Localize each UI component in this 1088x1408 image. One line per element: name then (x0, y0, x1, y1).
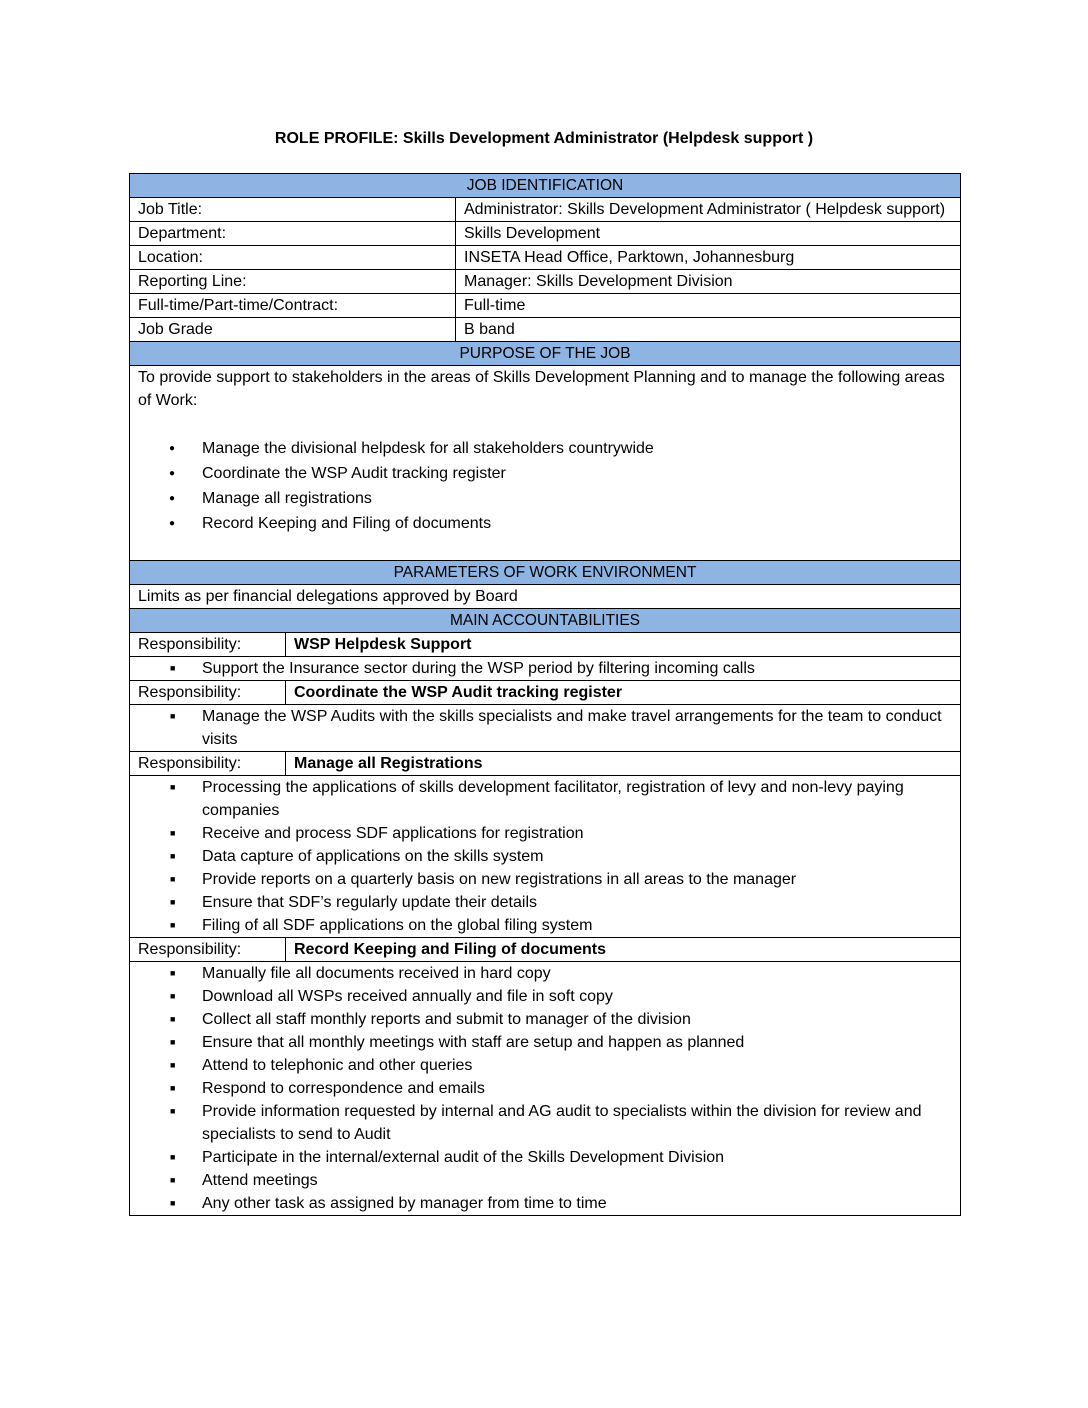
job-grade-value: B band (456, 318, 961, 342)
employment-type-row (130, 294, 961, 318)
responsibility-items-row (130, 962, 961, 1216)
job-grade-row (130, 318, 961, 342)
parameters-text: Limits as per financial delegations approved by Board (130, 585, 961, 609)
responsibility-title: WSP Helpdesk Support (286, 633, 961, 657)
employment-type-value: Full-time (456, 294, 961, 318)
location-label: Location: (130, 246, 456, 270)
list-item: ■ Attend to telephonic and other queries (138, 1054, 952, 1077)
responsibility-label: Responsibility: (130, 938, 286, 962)
department-value: Skills Development (456, 222, 961, 246)
reporting-line-label: Reporting Line: (130, 270, 456, 294)
list-item: ■ Filing of all SDF applications on the global filing system (138, 914, 952, 937)
list-item: ■ Ensure that SDF’s regularly update their details (138, 891, 952, 914)
section-header-row (130, 561, 961, 585)
parameters-header: PARAMETERS OF WORK ENVIRONMENT (130, 561, 961, 585)
parameters-row (130, 585, 961, 609)
list-item: ■ Data capture of applications on the skills system (138, 845, 952, 868)
page-title: ROLE PROFILE: Skills Development Administrator (Helpdesk support ) (274, 130, 814, 147)
list-item: ■ Participate in the internal/external audit of the Skills Development Division (138, 1146, 952, 1169)
list-item: ● Coordinate the WSP Audit tracking register (138, 461, 952, 486)
responsibility-items-row (130, 657, 961, 681)
employment-type-label: Full-time/Part-time/Contract: (130, 294, 456, 318)
list-item: ● Record Keeping and Filing of documents (138, 511, 952, 536)
responsibility-list (138, 962, 952, 1215)
responsibility-items-cell (130, 776, 961, 938)
responsibility-row (130, 752, 961, 776)
section-header-row (130, 174, 961, 198)
location-row (130, 246, 961, 270)
list-item: ■ Respond to correspondence and emails (138, 1077, 952, 1100)
job-grade-label: Job Grade (130, 318, 456, 342)
list-item: ■ Processing the applications of skills development facilitator, registration of levy and non-levy paying companies (138, 776, 952, 822)
list-item: ■ Provide reports on a quarterly basis on new registrations in all areas to the manager (138, 868, 952, 891)
job-title-row (130, 198, 961, 222)
reporting-line-row (130, 270, 961, 294)
list-item: ■ Provide information requested by internal and AG audit to specialists within the division for review and specialists to send to Audit (138, 1100, 952, 1146)
responsibility-list (138, 705, 952, 751)
responsibility-row (130, 938, 961, 962)
purpose-intro: To provide support to stakeholders in the areas of Skills Development Planning and to manage the following areas of Work: (138, 369, 945, 409)
section-header-row (130, 342, 961, 366)
job-identification-header: JOB IDENTIFICATION (130, 174, 961, 198)
responsibility-items-cell (130, 705, 961, 752)
responsibility-list (138, 776, 952, 937)
list-item: ● Manage the divisional helpdesk for all stakeholders countrywide (138, 436, 952, 461)
list-item: ■ Download all WSPs received annually and file in soft copy (138, 985, 952, 1008)
responsibility-label: Responsibility: (130, 681, 286, 705)
role-profile-table (129, 173, 961, 1216)
list-item: ■ Manually file all documents received in hard copy (138, 962, 952, 985)
responsibility-label: Responsibility: (130, 752, 286, 776)
list-item: ■ Attend meetings (138, 1169, 952, 1192)
list-item: ● Manage all registrations (138, 486, 952, 511)
accountabilities-header: MAIN ACCOUNTABILITIES (130, 609, 961, 633)
responsibility-label: Responsibility: (130, 633, 286, 657)
responsibility-title: Record Keeping and Filing of documents (286, 938, 961, 962)
list-item: ■ Support the Insurance sector during the WSP period by filtering incoming calls (138, 657, 952, 680)
responsibility-row (130, 681, 961, 705)
job-title-label: Job Title: (130, 198, 456, 222)
list-item: ■ Collect all staff monthly reports and submit to manager of the division (138, 1008, 952, 1031)
list-item: ■ Receive and process SDF applications for registration (138, 822, 952, 845)
responsibility-title: Coordinate the WSP Audit tracking register (286, 681, 961, 705)
section-header-row (130, 609, 961, 633)
list-item: ■ Ensure that all monthly meetings with staff are setup and happen as planned (138, 1031, 952, 1054)
location-value: INSETA Head Office, Parktown, Johannesburg (456, 246, 961, 270)
department-label: Department: (130, 222, 456, 246)
purpose-header: PURPOSE OF THE JOB (130, 342, 961, 366)
list-item: ■ Manage the WSP Audits with the skills specialists and make travel arrangements for the team to conduct visits (138, 705, 952, 751)
responsibility-row (130, 633, 961, 657)
responsibility-items-row (130, 705, 961, 752)
responsibility-list (138, 657, 952, 680)
department-row (130, 222, 961, 246)
responsibility-title: Manage all Registrations (286, 752, 961, 776)
list-item: ■ Any other task as assigned by manager from time to time (138, 1192, 952, 1215)
purpose-cell (130, 366, 961, 561)
responsibility-items-cell (130, 962, 961, 1216)
purpose-row (130, 366, 961, 561)
responsibility-items-cell (130, 657, 961, 681)
reporting-line-value: Manager: Skills Development Division (456, 270, 961, 294)
job-title-value: Administrator: Skills Development Administrator ( Helpdesk support) (456, 198, 961, 222)
responsibility-items-row (130, 776, 961, 938)
purpose-list (138, 436, 952, 536)
